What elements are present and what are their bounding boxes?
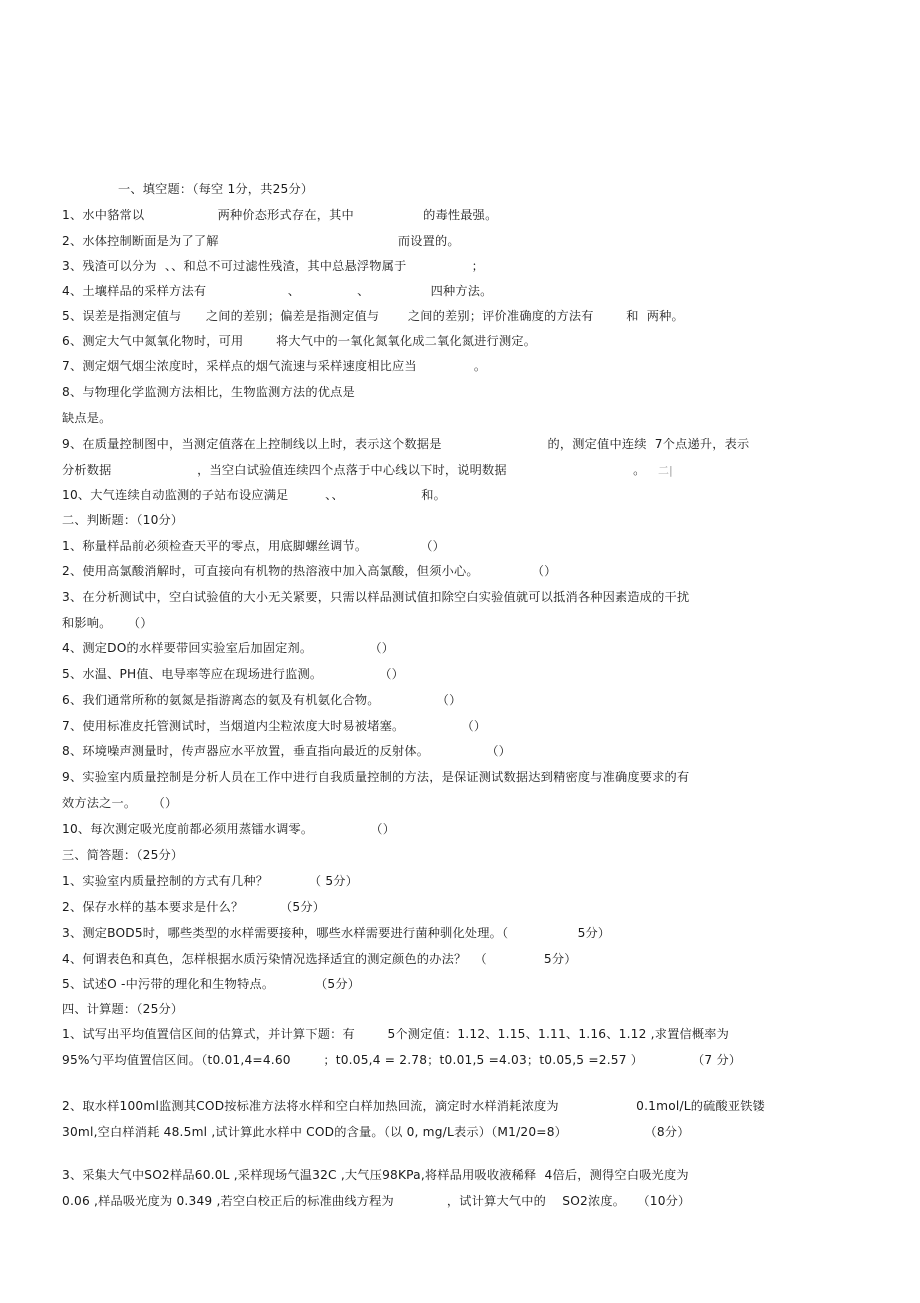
judge-question-7: 7、使用标准皮托管测试时，当烟道内尘粒浓度大时易被堵塞。 （）	[62, 719, 487, 733]
fill-question-8-line-2: 缺点是。	[62, 411, 112, 425]
judge-question-1: 1、称量样品前必须检查天平的零点，用底脚螺丝调节。 （）	[62, 539, 445, 553]
fill-question-5: 5、误差是指测定值与 之间的差别；偏差是指测定值与 之间的差别；评价准确度的方法有 和 两种。	[62, 309, 684, 323]
section-3-title: 三、简答题：（25分）	[62, 848, 184, 862]
short-question-2: 2、保存水样的基本要求是什么？ （5分）	[62, 900, 326, 914]
calc-question-3-line-1: 3、采集大气中SO2样品60.0L ,采样现场气温32C ,大气压98KPa,将样品用吸收液稀释 4倍后，测得空白吸光度为	[62, 1168, 689, 1182]
section-2-title: 二、判断题：（10分）	[62, 513, 184, 527]
judge-question-8: 8、环境噪声测量时，传声器应水平放置，垂直指向最近的反射体。 （）	[62, 744, 512, 758]
fill-question-9-line-2: 分析数据 ，当空白试验值连续四个点落于中心线以下时，说明数据 。	[62, 463, 646, 477]
judge-question-2: 2、使用高氯酸消解时，可直接向有机物的热溶液中加入高氯酸，但须小心。 （）	[62, 564, 557, 578]
calc-question-1-line-2: 95%勺平均值置信区间。（t0.01,4=4.60 ；t0.05,4 = 2.78；t0.01,5 =4.03；t0.05,5 =2.57 ） （7 分）	[62, 1053, 742, 1067]
fill-question-10: 10、大气连续自动监测的子站布设应满足 、、 和。	[62, 488, 447, 502]
fill-question-6: 6、测定大气中氮氧化物时，可用 将大气中的一氧化氮氧化成二氧化氮进行测定。	[62, 334, 537, 348]
judge-question-5: 5、水温、PH值、电导率等应在现场进行监测。 （）	[62, 667, 405, 681]
judge-question-9-line-2: 效方法之一。 （）	[62, 796, 178, 810]
calc-question-3-line-2: 0.06 ,样品吸光度为 0.349 ,若空白校正后的标准曲线方程为 ，试计算大气中的 SO2浓度。 （10分）	[62, 1194, 691, 1208]
judge-question-3-line-1: 3、在分析测试中，空白试验值的大小无关紧要，只需以样品测试值扣除空白实验值就可以抵消各种因素造成的干扰	[62, 590, 690, 604]
fill-question-2: 2、水体控制断面是为了了解 而设置的。	[62, 234, 460, 248]
judge-question-3-line-2: 和影响。 （）	[62, 616, 153, 630]
calc-question-1-line-1: 1、试写出平均值置信区间的估算式，并计算下题：有 5个测定值：1.12、1.15、1.11、1.16、1.12 ,求置信概率为	[62, 1027, 730, 1041]
judge-question-10: 10、每次测定吸光度前都必须用蒸镭水调零。 （）	[62, 822, 396, 836]
scan-mark: 二|	[658, 464, 673, 477]
fill-question-7: 7、测定烟气烟尘浓度时，采样点的烟气流速与采样速度相比应当 。	[62, 359, 487, 373]
calc-question-2-line-2: 30ml,空白样消耗 48.5ml ,试计算此水样中 COD的含量。（以 0, mg/L表示）（M1/20=8） （8分）	[62, 1125, 690, 1139]
section-4-title: 四、计算题：（25分）	[62, 1002, 184, 1016]
judge-question-6: 6、我们通常所称的氨氮是指游离态的氨及有机氨化合物。 （）	[62, 693, 462, 707]
short-question-4: 4、何谓表色和真色，怎样根据水质污染情况选择适宜的测定颜色的办法？ （ 5分）	[62, 952, 577, 966]
calc-question-2-line-1: 2、取水样100ml监测其COD按标准方法将水样和空白样加热回流，滴定时水样消耗浓度为 0.1mol/L的硫酸亚铁镂	[62, 1099, 766, 1113]
fill-question-3: 3、残渣可以分为 、、和总不可过滤性残渣，其中总悬浮物属于 ；	[62, 259, 485, 273]
short-question-1: 1、实验室内质量控制的方式有几种？ （ 5分）	[62, 874, 359, 888]
judge-question-4: 4、测定DO的水样要带回实验室后加固定剂。 （）	[62, 641, 395, 655]
fill-question-1: 1、水中貉常以 两种价态形式存在，其中 的毒性最强。	[62, 208, 498, 222]
short-question-5: 5、试述O -中污带的理化和生物特点。 （5分）	[62, 977, 361, 991]
judge-question-9-line-1: 9、实验室内质量控制是分析人员在工作中进行自我质量控制的方法，是保证测试数据达到精密度与准确度要求的有	[62, 770, 690, 784]
section-1-title: 一、填空题：（每空 1分，共25分）	[118, 182, 314, 196]
fill-question-9-line-1: 9、在质量控制图中，当测定值落在上控制线以上时，表示这个数据是 的，测定值中连续 7个点递升，表示	[62, 437, 750, 451]
short-question-3: 3、测定BOD5时，哪些类型的水样需要接种，哪些水样需要进行菌种驯化处理。（ 5分）	[62, 926, 611, 940]
fill-question-8-line-1: 8、与物理化学监测方法相比，生物监测方法的优点是	[62, 385, 355, 399]
fill-question-4: 4、土壤样品的采样方法有 、 、 四种方法。	[62, 284, 493, 298]
